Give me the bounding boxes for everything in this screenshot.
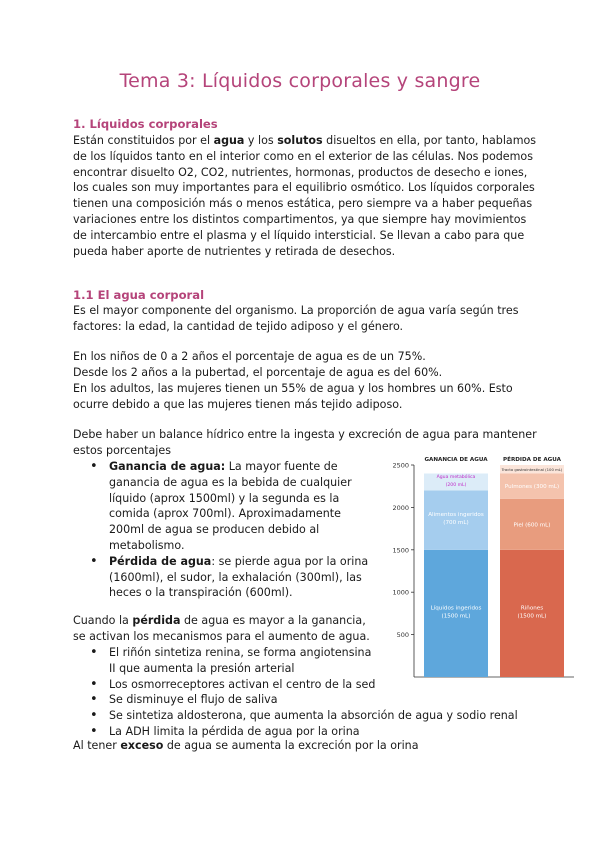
list-item-ganancia: • Ganancia de agua: La mayor fuente de ganancia de agua es la bebida de cualquier líquido (aprox 1500ml) y la segunda es la comida (aprox 700ml). Aproximadamente 200ml de agua se producen debido al metabolismo. [73, 459, 369, 554]
y-tick-label: 2500 [392, 461, 409, 470]
list-item-mechanism: • Los osmorreceptores activan el centro de la sed [73, 677, 573, 693]
list-item-perdida: • Pérdida de agua: se pierde agua por la orina (1600ml), el sudor, la exhalación (300ml), las heces o la transpiración (600ml). [73, 554, 369, 601]
segment-label: Alimentos ingeridos [428, 512, 484, 519]
segment-value-label: (700 mL) [443, 520, 469, 527]
list-item-mechanism: • El riñón sintetiza renina, se forma angiotensina II que aumenta la presión arterial [73, 645, 381, 677]
y-tick-label: 2000 [392, 503, 409, 512]
segment-label: Tracto gastrointestinal (100 mL) [501, 467, 563, 473]
segment-label: Agua metabólica [436, 474, 476, 480]
paragraph-perdida: Cuando la pérdida de agua es mayor a la ganancia, se activan los mecanismos para el aumento de agua. [73, 614, 370, 643]
segment-value-label: (200 mL) [445, 482, 467, 488]
list-item-mechanism: • La ADH limita la pérdida de agua por la orina [73, 724, 573, 740]
section-heading-agua-corporal: 1.1 El agua corporal [73, 288, 205, 302]
page-title: Tema 3: Líquidos corporales y sangre [119, 70, 481, 92]
paragraph-balance: Debe haber un balance hídrico entre la ingesta y excreción de agua para mantener estos porcentajes [73, 428, 537, 457]
column-header: PÉRDIDA DE AGUA [503, 457, 561, 463]
y-ticks [392, 462, 414, 640]
paragraph-exceso: Al tener exceso de agua se aumenta la excreción por la orina [73, 739, 419, 752]
paragraph-liquidos: Están constituidos por el agua y los solutos disueltos en ella, por tanto, hablamos de los líquidos tanto en el interior como en el exterior de las células. Nos podemos encontrar disuelto O2, CO2, nutrientes, hormonas, productos de desecho e iones, los cuales son muy importantes para el equilibrio osmótico. Los líquidos corporales tienen una composición más o menos estática, pero siempre va a haber pequeñas variaciones entre los distintos compartimentos, ya que siempre hay movimientos de intercambio entre el plasma y el líquido intersticial. Se llevan a cabo para que pueda haber aporte de nutrientes y retirada de desechos. [73, 134, 537, 258]
paragraph-age-adultos: En los adultos, las mujeres tienen un 55% de agua y los hombres un 60%. Esto ocurre debido a que las mujeres tienen más tejido adiposo. [73, 382, 513, 411]
list-item-mechanism: • Se disminuye el flujo de saliva [73, 692, 573, 708]
segment-value-label: (1500 mL) [517, 613, 547, 620]
y-tick-label: 1500 [392, 546, 409, 555]
segment-label: Riñones [520, 605, 544, 612]
section-heading-liquidos: 1. Líquidos corporales [73, 117, 218, 131]
y-tick-label: 500 [396, 631, 409, 640]
water-balance-chart [388, 453, 583, 683]
y-tick-label: 1000 [392, 588, 409, 597]
segment-label: Pulmones (300 mL) [504, 484, 560, 491]
list-item-mechanism: • Se sintetiza aldosterona, que aumenta la absorción de agua y sodio renal [73, 708, 573, 724]
balance-list [73, 459, 369, 601]
segment-label: Piel (600 mL) [513, 522, 551, 529]
column-headers [424, 455, 561, 463]
paragraph-age-0-2: En los niños de 0 a 2 años el porcentaje de agua es de un 75%. [73, 350, 426, 363]
paragraph-agua-intro: Es el mayor componente del organismo. La proporción de agua varía según tres factores: la edad, la cantidad de tejido adiposo y el género. [73, 304, 519, 333]
segment-value-label: (1500 mL) [441, 613, 471, 620]
column-header: GANANCIA DE AGUA [424, 457, 488, 463]
segment-label: Líquidos ingeridos [430, 605, 482, 612]
bars [424, 465, 564, 677]
paragraph-age-2-pubertad: Desde los 2 años a la pubertad, el porcentaje de agua es del 60%. [73, 366, 443, 379]
